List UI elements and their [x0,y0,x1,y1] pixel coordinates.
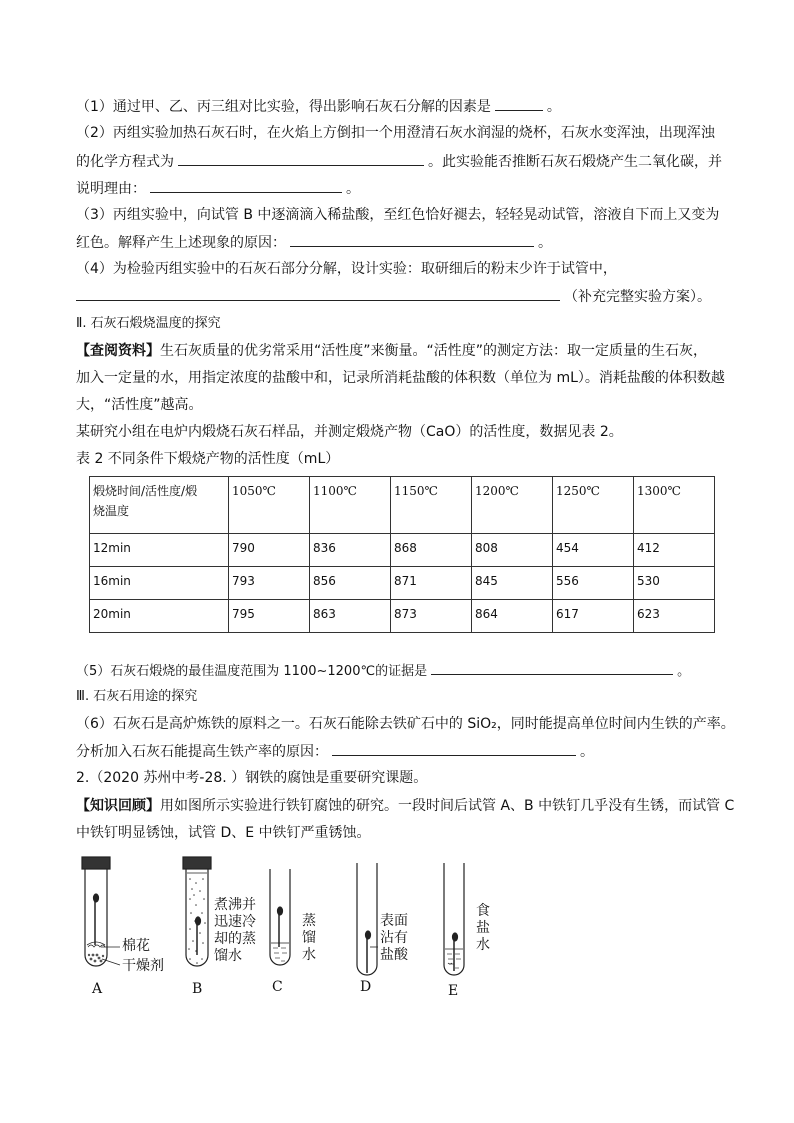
section-2-heading: Ⅱ. 石灰石煅烧温度的探究 [76,316,221,331]
label-salt-water: 食 盐 水 [476,903,490,953]
label-distilled-water: 蒸 馏 水 [302,913,316,963]
question-3-line-2 [76,232,552,253]
table-cell: 412 [634,534,715,567]
table-col-header: 1050℃ [229,477,310,534]
q2-line3a: 说明理由： [76,181,146,197]
q1-end: 。 [546,99,561,115]
q3-line1: （3）丙组实验中，向试管 B 中逐滴滴入稀盐酸，至红色恰好褪去，轻轻晃动试管，溶液自下而上又变为 [76,207,720,223]
table-cell: 856 [310,567,391,600]
label-boiled-water: 煮沸并 迅速冷 却的蒸 馏水 [214,897,256,964]
table-cell: 873 [391,600,472,633]
q2-equation-blank[interactable] [178,151,424,166]
review-label: 【知识回顾】 [76,798,160,814]
table-cell: 617 [553,600,634,633]
problem-2-title: 2.（2020 苏州中考-28. ）钢铁的腐蚀是重要研究课题。 [76,770,428,786]
q3-line2a: 红色。解释产生上述现象的原因： [76,235,286,251]
table-cell: 623 [634,600,715,633]
table-row [90,534,715,567]
section-2-info-1: 【查阅资料】生石灰质量的优劣常采用“活性度”来衡量。“活性度”的测定方法：取一定质量的生石灰， [76,343,708,359]
table-cell: 530 [634,567,715,600]
question-5: （5）石灰石煅烧的最佳温度范围为 1100~1200℃的证据是 。 [76,660,690,682]
table-cell: 795 [229,600,310,633]
activity-table [89,476,715,633]
table-col-header: 1150℃ [391,477,472,534]
problem-2-review-1: 【知识回顾】用如图所示实验进行铁钉腐蚀的研究。一段时间后试管 A、B 中铁钉几乎没有生锈，而试管 C [76,798,735,814]
tube-label-b: B [192,981,203,997]
section-2-intro: 某研究小组在电炉内煅烧石灰石样品，并测定煅烧产物（CaO）的活性度，数据见表 2。 [76,424,623,440]
test-tube-figure [76,855,516,1005]
section-2-info-2: 加入一定量的水，用指定浓度的盐酸中和，记录所消耗盐酸的体积数（单位为 mL）。消耗盐酸的体积数越 [76,370,725,386]
question-4-line-2 [76,286,711,307]
q3-answer-blank[interactable] [290,232,534,247]
question-4-line-1 [76,259,617,279]
info-label: 【查阅资料】 [76,343,160,359]
q2-line1: （2）丙组实验加热石灰石时，在火焰上方倒扣一个用澄清石灰水润湿的烧杯，石灰水变浑浊，出现浑浊 [76,125,715,141]
table-row [90,600,715,633]
table-cell: 845 [472,567,553,600]
tube-b [183,857,211,966]
tube-b-stopper [183,857,211,869]
tube-label-a: A [92,981,103,997]
question-2-line-1 [76,123,715,143]
q2-line3b: 。 [346,181,360,197]
label-desiccant: 干燥剂 [122,958,164,974]
table-row [90,567,715,600]
table-caption: 表 2 不同条件下煅烧产物的活性度（mL） [76,451,340,467]
table-cell: 868 [391,534,472,567]
table-row-label: 12min [90,534,229,567]
q2-line2b: 。此实验能否推断石灰石煅烧产生二氧化碳，并 [428,154,722,170]
desiccant [88,954,104,963]
q4-line2-end: （补充完整实验方案）。 [564,289,711,305]
table-row-label: 20min [90,600,229,633]
tube-c [270,869,290,965]
question-2-line-3 [76,178,360,199]
table-col-header: 1100℃ [310,477,391,534]
q2-line2a: 的化学方程式为 [76,154,174,170]
label-hydrochloric-acid: 表面 沾有 盐酸 [380,913,408,963]
table-cell: 556 [553,567,634,600]
section-2-info-3: 大，“活性度”越高。 [76,397,203,413]
table-cell: 871 [391,567,472,600]
tube-a [82,857,120,966]
table-corner-header: 煅烧时间/活性度/煅 烧温度 [90,477,229,534]
section-3-heading: Ⅲ. 石灰石用途的探究 [76,689,198,704]
table-row-label: 16min [90,567,229,600]
table-col-header: 1250℃ [553,477,634,534]
table-cell: 454 [553,534,634,567]
question-6-line-2: 分析加入石灰石能提高生铁产率的原因： 。 [76,741,594,762]
table-col-header: 1300℃ [634,477,715,534]
tube-a-stopper [82,857,110,869]
q6-answer-blank[interactable] [332,741,576,756]
question-6-line-1: （6）石灰石是高炉炼铁的原料之一。石灰石能除去铁矿石中的 SiO₂，同时能提高单位时间内生铁的产率。 [76,716,735,732]
q3-line2b: 。 [538,235,552,251]
question-1 [76,96,561,117]
table-cell: 808 [472,534,553,567]
table-cell: 836 [310,534,391,567]
q4-line1: （4）为检验丙组实验中的石灰石部分分解，设计实验：取研细后的粉末少许于试管中， [76,261,617,277]
tube-label-d: D [360,979,372,995]
q4-answer-blank[interactable] [76,286,560,301]
label-cotton: 棉花 [122,938,150,954]
table-cell: 790 [229,534,310,567]
question-2-line-2 [76,151,722,172]
tube-label-e: E [448,983,459,999]
q2-reason-blank[interactable] [150,178,342,193]
tube-label-c: C [272,979,283,995]
q5-answer-blank[interactable] [431,660,673,675]
problem-2-review-2: 中铁钉明显锈蚀，试管 D、E 中铁钉严重锈蚀。 [76,825,371,841]
tube-d [357,863,378,975]
table-cell: 863 [310,600,391,633]
table-cell: 864 [472,600,553,633]
q1-text: （1）通过甲、乙、丙三组对比实验，得出影响石灰石分解的因素是 [76,99,491,115]
table-cell: 793 [229,567,310,600]
table-col-header: 1200℃ [472,477,553,534]
tube-e [444,863,464,975]
q1-answer-blank[interactable] [495,96,543,111]
table-header-row [90,477,715,534]
question-3-line-1 [76,205,719,225]
